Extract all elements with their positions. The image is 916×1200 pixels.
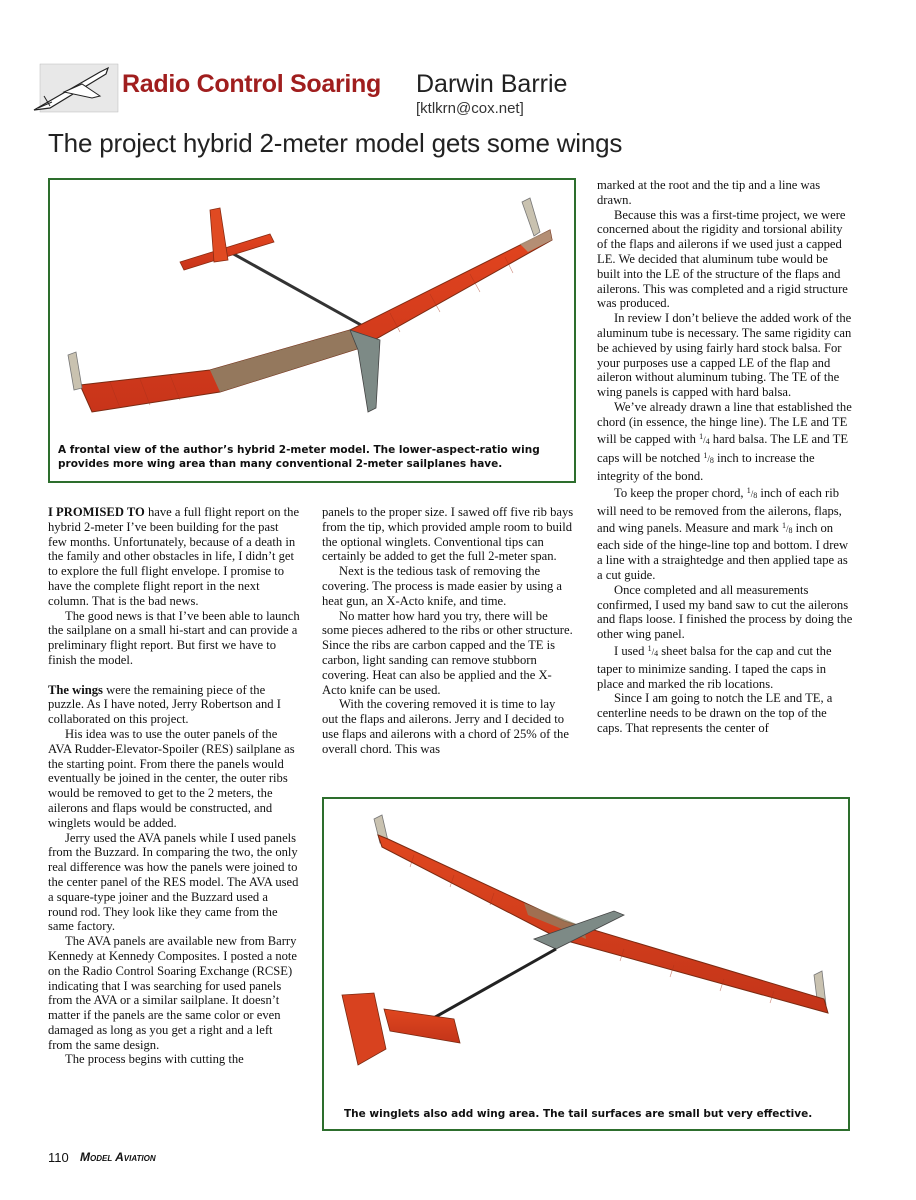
fraction-numerator: 1	[746, 485, 751, 495]
paragraph: The process begins with cutting the	[65, 1052, 244, 1067]
column-name: Radio Control Soaring	[122, 70, 381, 98]
paragraph: The AVA panels are available new from Barry Kennedy at Kennedy Composites. I posted a note on the Radio Control Soaring Exchange (RCSE) indicating that I was searching for used panels from the AVA or a similar sailplane. It doesn’t matter if the panels are the same color or even damaged as long as you get a right and a left from the same design.	[48, 934, 298, 1052]
paragraph	[48, 683, 300, 727]
fraction-numerator: 1	[703, 451, 708, 461]
paragraph-text: We’ve already drawn a line that established the chord (in essence, the hinge line). The LE and TE will be capped with	[597, 399, 852, 446]
sailplane-logo-icon	[30, 62, 120, 114]
paragraph: Because this was a first-time project, we were concerned about the rigidity and torsional ability of the flaps and ailerons if we used just a capped LE. We decided that aluminum tube would be built into the LE of the structure of the flaps and ailerons. This was completed and a rigid structure was produced.	[597, 207, 848, 311]
paragraph-continued: panels to the proper size. I sawed off five rib bays from the tip, which provided ample room to build the optional winglets. Conventional tips can certainly be added to get the full 2-meter span.	[322, 505, 574, 564]
magazine-name: Model Aviation	[80, 1150, 156, 1164]
sailplane-side-photo	[324, 799, 848, 1099]
paragraph: Since I am going to notch the LE and TE, a centerline needs to be drawn on the top of the caps. That represents the center of	[597, 691, 833, 735]
lead-in: I PROMISED TO	[48, 505, 145, 519]
fraction-eighth: $^1/_8$	[703, 451, 714, 466]
photo-caption-top: A frontal view of the author’s hybrid 2-meter model. The lower-aspect-ratio wing provides more wing area than many conventional 2-meter sailplanes have.	[58, 444, 540, 470]
section-lead-in: The wings	[48, 682, 103, 697]
paragraph-text: I used	[614, 643, 648, 658]
paragraph-text: inch on each side of the hinge-line top and bottom. I drew a line with a straightedge and then applied tape as a cut guide.	[597, 520, 849, 582]
paragraph: With the covering removed it is time to lay out the flaps and ailerons. Jerry and I decided to use flaps and ailerons with a chord of 25% of the overall chord. This was	[322, 697, 569, 756]
sailplane-front-photo	[50, 180, 574, 435]
paragraph-text: have a full flight report on the hybrid 2-meter I’ve been building for the past few months. Unfortunately, because of a death in the family and other obstacles in life, I didn’t get to explore the full flight envelope. I promise to have the complete flight report in the next column. That is the bad news.	[48, 505, 300, 608]
photo-side-view	[322, 797, 850, 1131]
photo-frontal-view	[48, 178, 576, 483]
paragraph: No matter how hard you try, there will be some pieces adhered to the ribs or other structure. Since the ribs are carbon capped and the TE is carbon, light sanding can remove stubborn covering. Heat can also be applied and the X-Acto knife can be used.	[322, 608, 573, 697]
paragraph	[48, 505, 300, 609]
fraction-quarter: $^1/_4$	[647, 643, 659, 658]
paragraph-text: inch to increase the integrity of the bond.	[597, 451, 815, 484]
paragraph	[597, 642, 853, 691]
paragraph	[597, 400, 853, 484]
fraction-denominator: 8	[788, 525, 793, 535]
paragraph-text: To keep the proper chord,	[614, 485, 747, 500]
paragraph-continued: marked at the root and the tip and a line was drawn.	[597, 178, 821, 207]
paragraph-text: were the remaining piece of the puzzle. As I have noted, Jerry Robertson and I collaborated on this project.	[48, 682, 281, 727]
page-number: 110	[48, 1150, 69, 1165]
paragraph-text: sheet balsa for the cap and cut the taper to minimize sanding. I taped the caps in place and marked the rib locations.	[597, 643, 832, 691]
fraction-denominator: 8	[753, 490, 758, 500]
fraction-denominator: 8	[709, 456, 714, 466]
fraction-eighth: $^1/_8$	[746, 485, 758, 500]
paragraph: The good news is that I’ve been able to launch the sailplane on a small hi-start and can provide a preliminary flight report. But first we have to finish the model.	[48, 608, 300, 667]
paragraph-text: hard balsa. The LE and TE caps will be notched	[597, 431, 849, 466]
fraction-numerator: 1	[647, 643, 652, 653]
paragraph: Next is the tedious task of removing the covering. The process is made easier by using a heat gun, an X-Acto knife, and time.	[322, 564, 563, 608]
fraction-eighth: $^1/_8$	[782, 520, 793, 535]
paragraph: Once completed and all measurements confirmed, I used my band saw to cut the ailerons and flaps loose. I finished the process by doing the other wing panel.	[597, 582, 853, 642]
fraction-quarter: $^1/_4$	[699, 431, 710, 446]
fraction-denominator: 4	[654, 648, 659, 658]
fraction-numerator: 1	[699, 431, 704, 441]
fraction-numerator: 1	[782, 520, 787, 530]
author-name: Darwin Barrie	[416, 70, 568, 98]
paragraph: In review I don’t believe the added work of the aluminum tube is necessary. The same rigidity can be achieved by using fairly hard stock balsa. For your purposes use a capped LE of the flap and aileron without aluminum tubing. The TE of the wing panels is capped with hard balsa.	[597, 311, 852, 400]
text-column-3	[597, 178, 853, 736]
text-column-1	[48, 505, 300, 1067]
photo-caption-bottom: The winglets also add wing area. The tail surfaces are small but very effective.	[344, 1108, 813, 1120]
paragraph	[597, 484, 853, 583]
paragraph-text: inch of each rib will need to be removed from the ailerons, flaps, and wing panels. Measure and mark	[597, 485, 842, 535]
paragraph: His idea was to use the outer panels of the AVA Rudder-Elevator-Spoiler (RES) sailplane as the starting point. From there the panels would eventually be joined in the center, the outer ribs would be removed to get to the 2 meters, the ailerons and flaps would be constructed, and winglets would be added.	[48, 726, 295, 830]
text-column-2	[322, 505, 574, 757]
paragraph: Jerry used the AVA panels while I used panels from the Buzzard. In comparing the two, the only real difference was how the panels were joined to the center panel of the RES model. The AVA used a square-type joiner and the Buzzard used a round rod. They look like they came from the same factory.	[48, 830, 299, 934]
article-title: The project hybrid 2-meter model gets some wings	[48, 128, 623, 158]
fraction-denominator: 4	[705, 436, 710, 446]
author-email[interactable]: [ktlkrn@cox.net]	[416, 100, 524, 117]
